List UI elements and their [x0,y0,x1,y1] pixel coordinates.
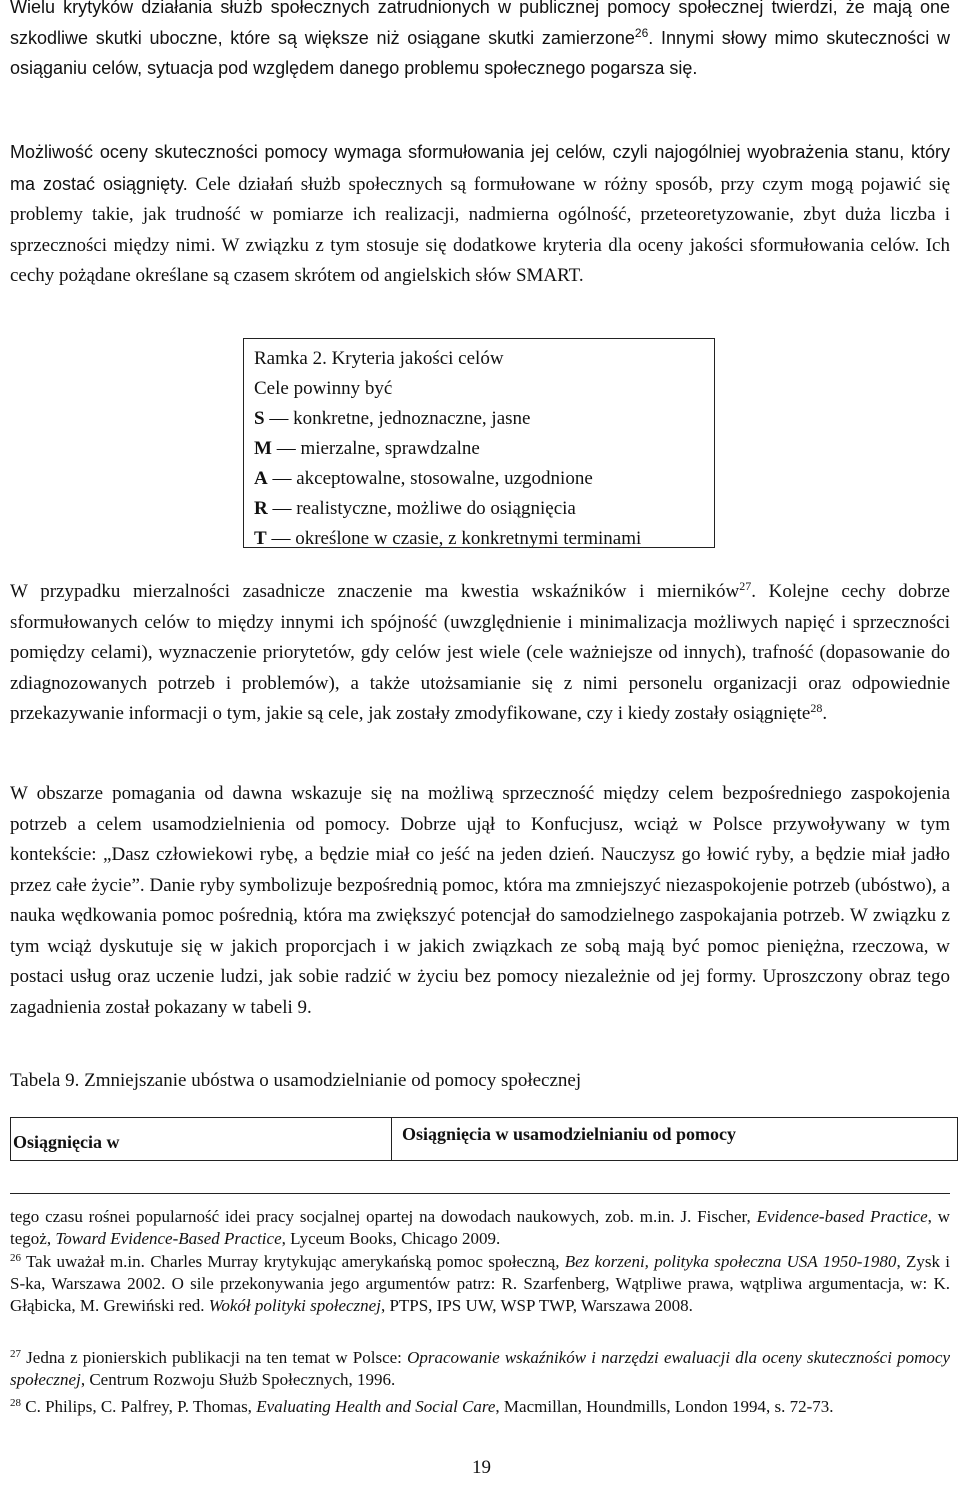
box-item-letter: A [254,468,268,489]
box-item-text: — realistyczne, możliwe do osiągnięcia [267,498,576,519]
paragraph-2-text: Możliwość oceny skuteczności pomocy wymaga sformułowania jej celów, czyli najogólniej wyobrażenia stanu, który ma zostać osiągnięty. [10,142,950,194]
paragraph-1-text: Wielu krytyków działania służb społecznych zatrudnionych w publicznej pomocy społecznej twierdzi, że mają one szkodliwe skutki uboczne, które są większe niż osiągane skutki zamierzone [10,0,950,48]
footnote-title: Evidence-based Practice [756,1207,928,1226]
paragraph-1-text-cont: . Innymi słowy mimo skuteczności w osiąganiu celów, sytuacja pod względem danego problemu społecznego pogarsza się. [10,27,950,78]
box-item-r [254,494,714,524]
footnote-number: 27 [10,1348,21,1360]
box-item-letter: S [254,408,265,429]
table-header-2: Osiągnięcia w usamodzielnianiu od pomocy [402,1124,737,1144]
footnote-title: Evaluating Health and Social Care [256,1397,496,1416]
paragraph-3-text-end: . [822,703,828,724]
footnote-text: , Zysk i S-ka, Warszawa 2002. O sile przekonywania jego argumentów patrz: R. Szarfenberg, Wątpliwe prawa, wątpliwa argumentacja, w: K. Głąbicka, M. Grewiński red. [10,1252,950,1315]
footnote-ref-27: 27 [739,579,752,593]
footnote-26 [10,1251,950,1317]
table-header-1: Osiągnięcia w [13,1132,120,1152]
footnote-number: 28 [10,1397,21,1409]
box-item-text: — określone w czasie, z konkretnymi terminami [266,528,642,549]
paragraph-3-text-cont: . Kolejne cechy dobrze sformułowanych celów to między innymi ich spójność (uwzględnienie i minimalizacja możliwych napięć i sprzeczności pomiędzy celami), wyznaczenie priorytetów, gdy celów jest wiele (cele ważniejsze od innych), trafność (dopasowanie do zdiagnozowanych potrzeb i problemów), a także utożsamianie się z nimi personelu organizacji oraz odpowiednie przekazywanie informacji o tym, jakie są cele, jak zostały zmodyfikowane, czy i kiedy zostały osiągnięte [10,581,950,724]
footnote-text: , w tegoż, [10,1207,951,1248]
footnote-title: Bez korzeni, polityka społeczna USA 1950-1980 [564,1252,897,1271]
footnote-separator [10,1193,950,1194]
footnote-text: , Lyceum Books, Chicago 2009. [281,1229,501,1248]
table-header-cell-2 [392,1118,957,1160]
box-item-text: — konkretne, jednoznaczne, jasne [264,408,531,429]
footnote-text: Jedna z pionierskich publikacji na ten temat w Polsce: [21,1348,408,1367]
footnote-28 [10,1396,950,1418]
footnote-ref-28: 28 [810,701,823,715]
box-item-a [254,464,714,494]
footnote-continuation [10,1206,950,1250]
footnote-text: , PTPS, IPS UW, WSP TWP, Warszawa 2008. [380,1296,693,1315]
paragraph-2 [10,137,950,292]
table-9 [10,1117,958,1161]
footnote-title: Wokół polityki społecznej [208,1296,381,1315]
box-item-letter: T [254,528,267,549]
box-item-letter: R [254,498,268,519]
box-intro: Cele powinny być [254,378,393,399]
footnote-text: , Centrum Rozwoju Służb Społecznych, 1996. [80,1370,396,1389]
footnote-title: Opracowanie wskaźników i narzędzi ewaluacji dla oceny skuteczności pomocy społecznej [10,1348,950,1389]
footnote-27 [10,1347,950,1391]
box-item-s [254,404,714,434]
criteria-box [243,338,715,548]
box-item-letter: M [254,438,272,459]
box-item-text: — mierzalne, sprawdzalne [271,438,480,459]
paragraph-1 [10,0,950,84]
footnote-text: , Macmillan, Houndmills, London 1994, s. 72-73. [495,1397,834,1416]
paragraph-4: W obszarze pomagania od dawna wskazuje się na możliwą sprzeczność między celem bezpośredniego zaspokojenia potrzeb a celem usamodzielnienia od pomocy. Dobrze ujął to Konfucjusz, wciąż w Polsce przywoływany w tym kontekście: „Dasz człowiekowi rybę, a będzie miał co jeść na jeden dzień. Nauczysz go łowić ryby, a będzie miał jadło przez całe życie”. Danie ryby symbolizuje bezpośrednią pomoc, która ma zmniejszyć niezaspokojenie potrzeb (ubóstwo), a nauka wędkowania pomoc pośrednią, która ma zwiększyć potencjał do samodzielnego zaspokajania potrzeb. W związku z tym wciąż dyskutuje się w jakich proporcjach i w jakich związkach ze sobą mają być pomoc pieniężna, rzeczowa, w postaci usług oraz uczenie ludzi, jak sobie radzić w życiu bez pomocy niezależnie od jej formy. Uproszczony obraz tego zagadnienia został pokazany w tabeli 9. [10,783,950,1018]
footnote-text: Tak uważał m.in. Charles Murray krytykując amerykańską pomoc społeczną, [21,1252,565,1271]
page-number: 19 [472,1457,491,1478]
table-header-cell-1 [11,1118,392,1160]
paragraph-3 [10,577,950,730]
box-item-t [254,524,714,554]
box-item-text: — akceptowalne, stosowalne, uzgodnione [267,468,593,489]
footnote-text: C. Philips, C. Palfrey, P. Thomas, [21,1397,257,1416]
paragraph-2-text-cont: Cele działań służb społecznych są formułowane w różny sposób, przy czym mogą pojawić się problemy takie, jak trudność w pomiarze ich realizacji, nadmierna ogólność, przeteoretyzowanie, zbyt duża liczba i sprzeczności między nimi. W związku z tym stosuje się dodatkowe kryteria dla oceny jakości sformułowania celów. Ich cechy pożądane określane są czasem skrótem od angielskich słów SMART. [10,173,951,286]
footnote-title: Toward Evidence-Based Practice [55,1229,282,1248]
footnote-text: tego czasu rośnei popularność idei pracy socjalnej opartej na dowodach naukowych, zob. m.in. J. Fischer, [10,1207,757,1226]
table-caption: Tabela 9. Zmniejszanie ubóstwa o usamodzielnianie od pomocy społecznej [10,1070,582,1091]
footnote-number: 26 [10,1252,21,1264]
footnote-ref-26: 26 [634,25,649,40]
box-title: Ramka 2. Kryteria jakości celów [254,348,504,369]
paragraph-3-text: W przypadku mierzalności zasadnicze znaczenie ma kwestia wskaźników i mierników [10,581,740,602]
box-item-m [254,434,714,464]
